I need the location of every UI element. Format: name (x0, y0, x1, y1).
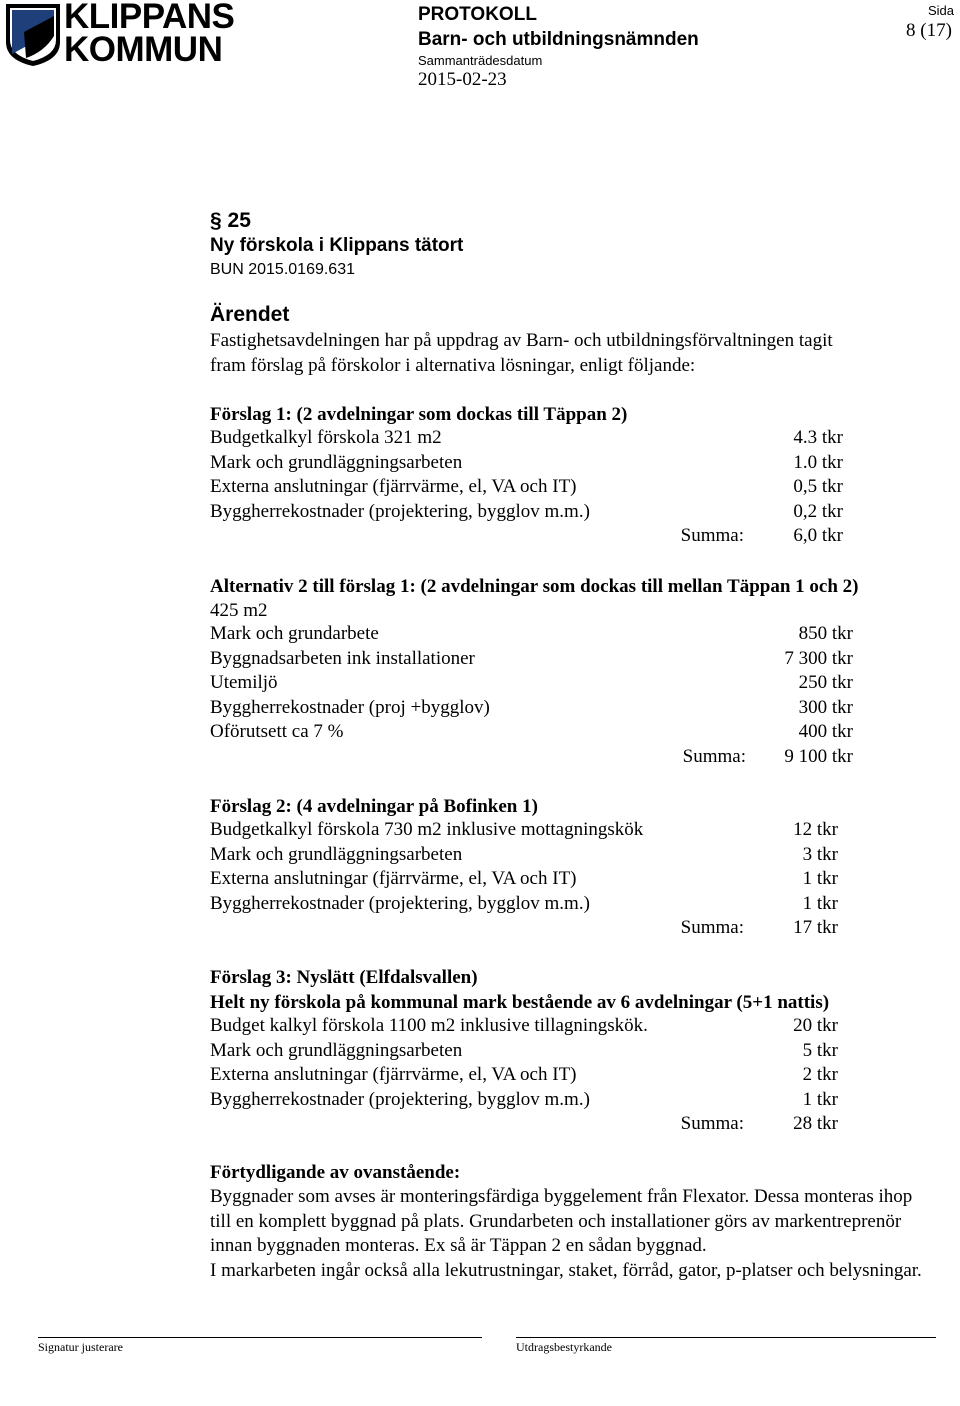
alternativ2-item-label: Byggnadsarbeten ink installationer (210, 648, 475, 669)
forslag3-item-label: Byggherrekostnader (projektering, bygglov m.m.) (210, 1089, 590, 1110)
signature-label: Signatur justerare (38, 1340, 123, 1354)
forslag2-heading: Förslag 2: (4 avdelningar på Bofinken 1) (210, 796, 538, 817)
forslag2-item-label: Budgetkalkyl förskola 730 m2 inklusive mottagningskök (210, 819, 644, 840)
alternativ2-sum-label: Summa: (682, 746, 746, 767)
forslag2-item-amount: 1 tkr (802, 893, 838, 914)
extract-line (516, 1337, 936, 1338)
page-label: Sida (928, 3, 955, 18)
forslag1-sum: 6,0 tkr (793, 525, 843, 546)
forslag2-item-label: Externa anslutningar (fjärrvärme, el, VA och IT) (210, 868, 577, 889)
forslag3-item-amount: 5 tkr (802, 1040, 838, 1061)
forslag2-sum-label: Summa: (680, 917, 744, 938)
forslag2-item-amount: 1 tkr (802, 868, 838, 889)
board-name: Barn- och utbildningsnämnden (418, 29, 699, 50)
doc-type: PROTOKOLL (418, 4, 537, 25)
logo-wordmark (64, 0, 235, 69)
paragraph-number: § 25 (210, 209, 251, 232)
signature-line (38, 1337, 482, 1338)
forslag1-item-amount: 0,5 tkr (793, 476, 843, 497)
forslag1-item-label: Byggherrekostnader (projektering, bygglov m.m.) (210, 501, 590, 522)
forslag1-item-label: Externa anslutningar (fjärrvärme, el, VA och IT) (210, 476, 577, 497)
forslag3-item-label: Budget kalkyl förskola 1100 m2 inklusive tillagningskök. (210, 1015, 648, 1036)
case-reference: BUN 2015.0169.631 (210, 261, 355, 278)
section-title: Ny förskola i Klippans tätort (210, 235, 464, 256)
forslag3-item-label: Mark och grundläggningsarbeten (210, 1040, 463, 1061)
forslag3-sum-label: Summa: (680, 1113, 744, 1134)
alternativ2-heading: Alternativ 2 till förslag 1: (2 avdelningar som dockas till mellan Täppan 1 och 2) (210, 576, 859, 597)
forslag1-item-label: Mark och grundläggningsarbeten (210, 452, 463, 473)
forslag2-item-amount: 3 tkr (802, 844, 838, 865)
forslag2-item-label: Mark och grundläggningsarbeten (210, 844, 463, 865)
forslag1-item-amount: 1.0 tkr (793, 452, 843, 473)
logo-line2: KOMMUN (64, 30, 223, 69)
logo-line1: KLIPPANS (64, 0, 235, 36)
forslag1-heading: Förslag 1: (2 avdelningar som dockas till Täppan 2) (210, 404, 628, 425)
meeting-date: 2015-02-23 (418, 69, 507, 90)
forslag2-item-amount: 12 tkr (793, 819, 838, 840)
clarification-heading: Förtydligande av ovanstående: (210, 1162, 461, 1183)
alternativ2-item-label: Mark och grundarbete (210, 623, 379, 644)
forslag1-item-label: Budgetkalkyl förskola 321 m2 (210, 427, 442, 448)
forslag3-heading: Förslag 3: Nyslätt (Elfdalsvallen) (210, 967, 478, 988)
alternativ2-item-label: Oförutsett ca 7 % (210, 721, 344, 742)
alternativ2-item-amount: 300 tkr (798, 697, 853, 718)
forslag1-item-amount: 4.3 tkr (793, 427, 843, 448)
clarification-paragraph-1: Byggnader som avses är monteringsfärdiga byggelement från Flexator. Dessa monteras ihop till en komplett byggnad på plats. Grundarbeten och installationer görs av markentreprenör innan byggnaden monteras. Ex så är Täppan 2 en sådan byggnad. (210, 1186, 913, 1256)
alternativ2-item-label: Byggherrekostnader (proj +bygglov) (210, 697, 490, 718)
forslag3-item-label: Externa anslutningar (fjärrvärme, el, VA och IT) (210, 1064, 577, 1085)
page-number: 8 (17) (906, 20, 952, 41)
forslag3-item-amount: 2 tkr (802, 1064, 838, 1085)
extract-label: Utdragsbestyrkande (516, 1340, 612, 1354)
intro-line-2: fram förslag på förskolor i alternativa lösningar, enligt följande: (210, 355, 696, 376)
forslag2-item-label: Byggherrekostnader (projektering, bygglov m.m.) (210, 893, 590, 914)
intro-line-1: Fastighetsavdelningen har på uppdrag av Barn- och utbildningsförvaltningen tagit (210, 330, 833, 351)
alternativ2-item-amount: 250 tkr (798, 672, 853, 693)
forslag3-sum: 28 tkr (793, 1113, 838, 1134)
forslag3-subheading: Helt ny förskola på kommunal mark bestående av 6 avdelningar (5+1 nattis) (210, 992, 830, 1013)
forslag1-sum-label: Summa: (680, 525, 744, 546)
alternativ2-item-amount: 400 tkr (798, 721, 853, 742)
alternativ2-item-amount: 7 300 tkr (784, 648, 853, 669)
forslag2-sum: 17 tkr (793, 917, 838, 938)
date-label: Sammanträdesdatum (418, 53, 543, 68)
alternativ2-area: 425 m2 (210, 600, 268, 621)
alternativ2-item-label: Utemiljö (210, 672, 278, 693)
clarification-body (210, 1185, 938, 1283)
forslag3-item-amount: 1 tkr (802, 1089, 838, 1110)
alternativ2-sum: 9 100 tkr (784, 746, 853, 767)
forslag1-item-amount: 0,2 tkr (793, 501, 843, 522)
alternativ2-item-amount: 850 tkr (798, 623, 853, 644)
forslag3-item-amount: 20 tkr (793, 1015, 838, 1036)
arendet-heading: Ärendet (210, 303, 290, 326)
clarification-paragraph-2: I markarbeten ingår också alla lekutrustningar, staket, förråd, gator, p-platser och belysningar. (210, 1259, 922, 1281)
